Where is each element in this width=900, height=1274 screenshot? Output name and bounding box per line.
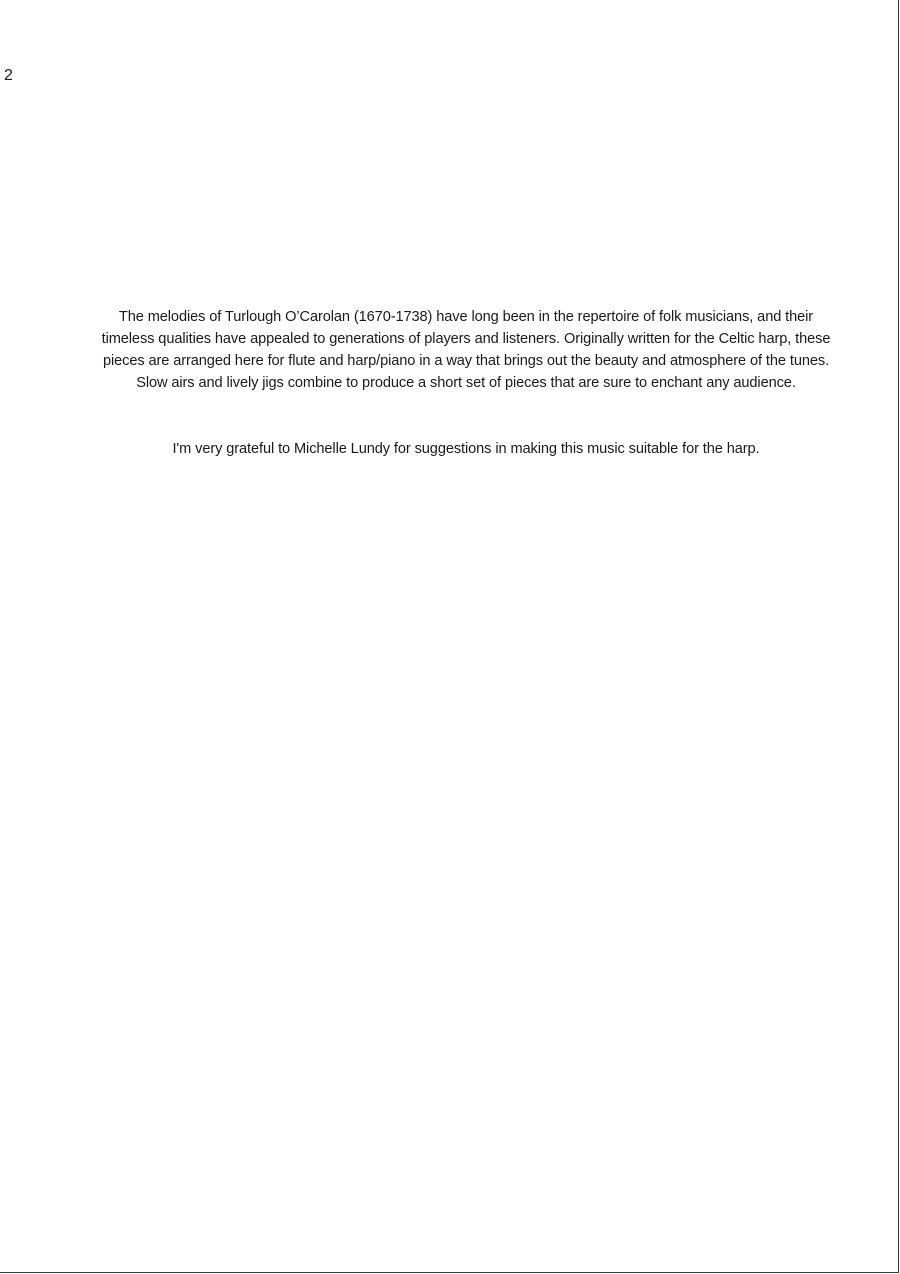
intro-paragraph: The melodies of Turlough O’Carolan (1670-1738) have long been in the repertoire of folk musicians, and their timeless qualities have appealed to generations of players and listeners. Originally written for the Celtic harp, these pieces are arranged here for flute and harp/piano in a way that brings out the beauty and atmosphere of the tunes. Slow airs and lively jigs combine to produce a short set of pieces that are sure to enchant any audience. bbox=[101, 309, 831, 391]
acknowledgement-paragraph: I'm very grateful to Michelle Lundy for suggestions in making this music suitable for the harp. bbox=[172, 441, 760, 457]
page-number: 2 bbox=[4, 67, 13, 84]
intro-section bbox=[98, 306, 834, 394]
